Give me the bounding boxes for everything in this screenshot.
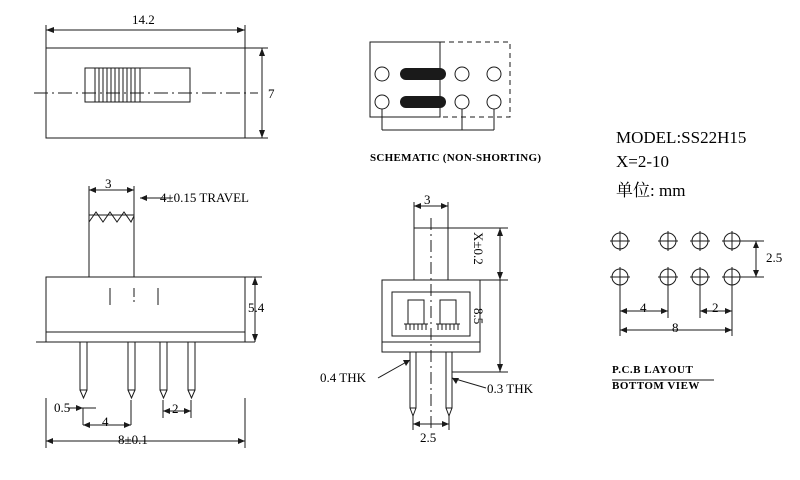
front-view-pitch-left-dim: 4	[102, 414, 109, 429]
front-view-pin-offset-dim: 0.5	[54, 400, 71, 415]
side-view-thk-right-dim: 0.3 THK	[487, 381, 533, 396]
side-view-pin-pitch-dim: 2.5	[420, 430, 437, 445]
pcb-row-pitch-dim: 2.5	[766, 250, 783, 265]
top-view-width-dim: 14.2	[132, 12, 155, 27]
front-view-pitch-right-dim: 2	[172, 401, 179, 416]
pcb-caption-line1: P.C.B LAYOUT	[612, 364, 694, 376]
front-view-slot-dim: 3	[105, 176, 112, 191]
side-view-thk-left-dim: 0.4 THK	[320, 370, 366, 385]
schematic-geometry	[370, 42, 510, 130]
side-view-lever-width-dim: 3	[424, 192, 431, 207]
pcb-layout-geometry	[610, 231, 764, 380]
pcb-right-span-dim: 2	[712, 300, 719, 315]
top-view-geometry	[34, 25, 268, 138]
top-view-height-dim: 7	[268, 86, 275, 101]
pcb-caption-line2: BOTTOM VIEW	[612, 380, 700, 392]
model-label: MODEL:SS22H15	[616, 128, 747, 147]
units-label: 单位: mm	[616, 181, 686, 200]
pcb-left-span-dim: 4	[640, 300, 647, 315]
pcb-total-dim: 8	[672, 320, 679, 335]
front-view-height-dim: 5.4	[248, 300, 265, 315]
side-view-lever-height-dim: X±0.2	[471, 232, 486, 265]
side-view-body-height-dim: 8.5	[471, 308, 486, 325]
schematic-caption: SCHEMATIC (NON-SHORTING)	[370, 152, 542, 164]
front-view-total-dim: 8±0.1	[118, 432, 148, 447]
x-range-label: X=2-10	[616, 152, 670, 171]
front-view-travel-dim: 4±0.15 TRAVEL	[160, 190, 249, 205]
